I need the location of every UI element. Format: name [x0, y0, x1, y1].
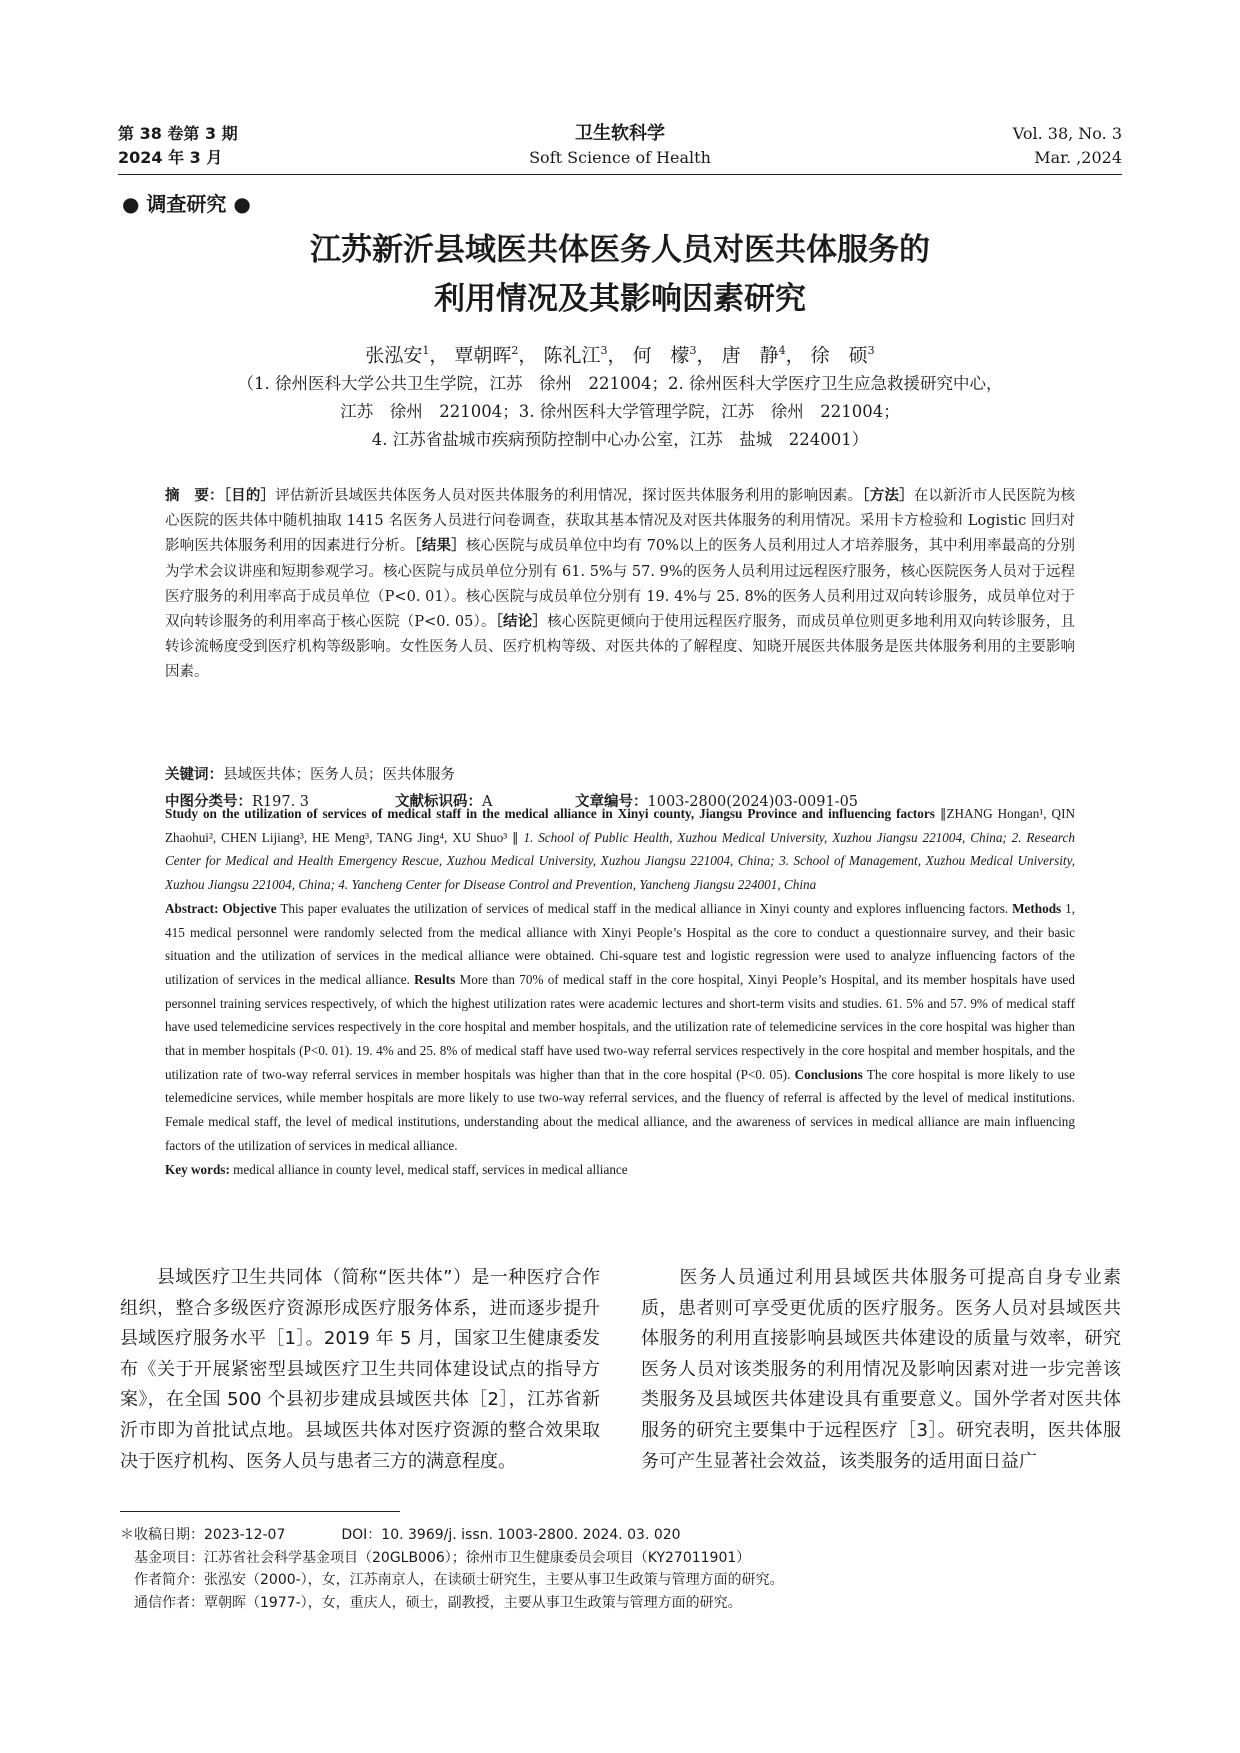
issue-date-en: Mar. ,2024	[1034, 148, 1122, 167]
abstract-cn	[165, 484, 1075, 686]
section-tag: ● 调查研究 ●	[122, 192, 251, 216]
en-results-text: More than 70% of medical staff in the core hospital, Xinyi People’s Hospital, and its member hospitals have used personnel training services respectively, of which the highest utilization rates were academic lectures and short-term visits and studies. 61. 5% and 57. 9% of medical staff have used telemedicine services respectively in the core hospital and member hospitals, and the utilization rate of telemedicine services in the core hospital was higher than that in member hospitals (P<0. 01). 19. 4% and 25. 8% of medical staff have used two-way referral services respectively in the core hospital and member hospitals, and the utilization rate of two-way referral services in member hospitals was higher than that in the core hospital (P<0. 05).	[165, 971, 1076, 1082]
journal-name	[118, 122, 1122, 170]
author-affil-index: 2	[511, 344, 519, 357]
volume-issue: 第 38 卷第 3 期	[118, 124, 238, 143]
title-line-2: 利用情况及其影响因素研究	[434, 281, 806, 317]
results-text: 核心医院与成员单位中均有 70%以上的医务人员利用过人才培养服务，其中利用率最高的分别为学术会议讲座和短期参观学习。核心医院与成员单位分别有 61. 5%与 57. 9%的医务人员利用过远程医疗服务，核心医院医务人员对于远程医疗服务的利用率高于成员单位（P<0. 01）。核心医院与成员单位分别有 19. 4%与 25. 8%的医务人员利用过双向转诊服务，成员单位对于双向转诊服务的利用率高于核心医院（P<0. 05）。	[165, 538, 1076, 631]
body-column-right: 医务人员通过利用县域医共体服务可提高自身专业素质，患者则可享受更优质的医疗服务。医务人员对县域医共体服务的利用直接影响县域医共体建设的质量与效率，研究医务人员对该类服务的利用情况及影响因素对进一步完善该类服务及县域医共体建设具有重要意义。国外学者对医共体服务的研究主要集中于远程医疗［3］。研究表明，医共体服务可产生显著社会效益，该类服务的适用面日益广	[641, 1267, 1121, 1472]
results-label: ［结果］	[414, 538, 466, 555]
keywords-cn	[165, 762, 1075, 789]
clc-label: 中图分类号：	[165, 794, 252, 810]
author-affil-index: 1	[422, 344, 430, 357]
en-conclusions-label: Conclusions	[794, 1066, 863, 1082]
article-id-label: 文章编号：	[575, 794, 648, 810]
footnote-funding: 基金项目：江苏省社会科学基金项目（20GLB006）；徐州市卫生健康委员会项目（KY27011901）	[120, 1549, 751, 1566]
author-name: 张泓安	[365, 344, 423, 367]
en-objective-text: This paper evaluates the utilization of services of medical staff in the medical alliance in Xinyi county and explores influencing factors.	[280, 900, 1009, 916]
volume-issue-en: Vol. 38, No. 3	[1012, 124, 1122, 143]
english-title: Study on the utilization of services of medical staff in the medical alliance in Xinyi county, Jiangsu Province and influencing factors	[165, 806, 935, 821]
en-methods-text: 1, 415 medical personnel were randomly selected from the medical alliance with Xinyi People’s Hospital as the core to conduct a questionnaire survey, and their basic situation and the utilization of services in the medical alliance were obtained. Chi-square test and logistic regression were used to analyze influencing factors of the utilization of services in the medical alliance.	[165, 900, 1076, 987]
conclusions-label: ［结论］	[495, 614, 548, 631]
conclusions-text: 核心医院更倾向于使用远程医疗服务，而成员单位则更多地利用双向转诊服务，且转诊流畅度受到医疗机构等级影响。女性医务人员、医疗机构等级、对医共体的了解程度、知晓开展医共体服务是医共体服务利用的主要影响因素。	[165, 614, 1076, 681]
english-abstract	[165, 897, 1075, 1158]
body-column-left: 县域医疗卫生共同体（简称“医共体”）是一种医疗合作组织，整合多级医疗资源形成医疗服务体系，进而逐步提升县域医疗服务水平［1］。2019 年 5 月，国家卫生健康委发布《关于开展紧密型县域医疗卫生共同体建设试点的指导方案》，在全国 500 个县初步建成县域医共体［2］，江苏省新沂市即为首批试点地。县域医共体对医疗资源的整合效果取决于医疗机构、医务人员与患者三方的满意程度。	[120, 1267, 600, 1472]
en-conclusions-text: The core hospital is more likely to use telemedicine services, while member hospitals are more likely to use two-way referral services, and the fluency of referral is affected by the level of medical institutions. Female medical staff, the level of medical institutions, understanding about the medical alliance, and the awareness of services in medical alliance are main influencing factors of the utilization of services in medical alliance.	[165, 1066, 1076, 1153]
en-keywords-label: Key words:	[165, 1161, 230, 1177]
footnote-author-bio: 作者简介：张泓安（2000-），女，江苏南京人，在读硕士研究生，主要从事卫生政策与管理方面的研究。	[120, 1572, 784, 1588]
objective-text: 评估新沂县域医共体医务人员对医共体服务的利用情况，探讨医共体服务利用的影响因素。	[275, 488, 863, 504]
header-rule	[118, 174, 1122, 175]
author-affil-index: 3	[600, 344, 608, 357]
journal-name-cn: 卫生软科学	[575, 123, 665, 144]
author-list: 张泓安$^1$， 覃朝晖$^2$， 陈礼江$^3$， 何 檬$^3$， 唐 静$^4$， 徐 硕$^3$	[365, 344, 875, 367]
methods-text: 在以新沂市人民医院为核心医院的医共体中随机抽取 1415 名医务人员进行问卷调查，获取其基本情况及对医共体服务的利用情况。采用卡方检验和 Logistic 回归对影响医共体服务利用的因素进行分析。	[165, 488, 1076, 555]
en-keywords-text: medical alliance in county level, medical staff, services in medical alliance	[233, 1161, 628, 1177]
footnote-received-doi: ＊收稿日期：2023-12-07 DOI：10. 3969/j. issn. 1003-2800. 2024. 03. 020	[120, 1527, 681, 1543]
title-line-1: 江苏新沂县域医共体医务人员对医共体服务的	[310, 232, 930, 268]
article-id: 1003-2800(2024)03-0091-05	[647, 794, 859, 810]
affiliation-line: 江苏 徐州 221004；3. 徐州医科大学管理学院，江苏 徐州 221004；	[340, 402, 900, 421]
author-name: 徐 硕	[810, 344, 868, 367]
keywords-label: 关键词：	[165, 767, 223, 783]
abstract-label: 摘 要：	[165, 488, 224, 504]
en-abstract-label: Abstract:	[165, 900, 219, 916]
clc-code: R197. 3	[252, 794, 310, 810]
author-name: 唐 静	[721, 344, 779, 367]
affiliation-line: （1. 徐州医科大学公共卫生学院，江苏 徐州 221004；2. 徐州医科大学医疗卫生应急救援研究中心，	[237, 374, 1003, 393]
issue-date: 2024 年 3 月	[118, 148, 223, 167]
issue-info-en	[1013, 122, 1122, 170]
footnote-rule	[120, 1511, 400, 1512]
author-name: 陈礼江	[543, 344, 601, 367]
methods-label: ［方法］	[862, 488, 914, 504]
article-title	[118, 226, 1122, 324]
english-affiliations: 1. School of Public Health, Xuzhou Medical University, Xuzhou Jiangsu 221004, China; 2. Research Center for Medical and Health Emergency Rescue, Xuzhou Medical University, Xuzhou Jiangsu 221004, China; 3. School of Management, Xuzhou Medical University, Xuzhou Jiangsu 221004, China; 4. Yancheng Center for Disease Control and Prevention, Yancheng Jiangsu 224001, China	[165, 829, 1075, 893]
doc-code: A	[482, 794, 493, 810]
author-name: 何 檬	[632, 344, 690, 367]
author-name: 覃朝晖	[454, 344, 512, 367]
author-affil-index: 4	[778, 344, 786, 357]
en-objective-label: Objective	[222, 900, 277, 916]
english-authors: ∥ZHANG Hongan¹, QIN Zhaohui², CHEN Lijiang³, HE Meng³, TANG Jing⁴, XU Shuo³ ∥	[165, 806, 1075, 845]
journal-name-en: Soft Science of Health	[529, 148, 711, 167]
en-methods-label: Methods	[1012, 900, 1062, 916]
footnotes	[120, 1524, 1120, 1614]
english-keywords	[165, 1158, 1075, 1182]
doc-code-label: 文献标识码：	[395, 794, 482, 810]
keywords-text: 县域医共体；医务人员；医共体服务	[223, 767, 455, 783]
en-results-label: Results	[414, 971, 456, 987]
english-title-authors	[165, 802, 1075, 897]
running-header	[118, 122, 1122, 172]
footnote-corresponding: 通信作者：覃朝晖（1977-），女，重庆人，硕士，副教授，主要从事卫生政策与管理方面的研究。	[120, 1594, 742, 1611]
objective-label: ［目的］	[223, 488, 276, 504]
affiliation-line: 4. 江苏省盐城市疾病预防控制中心办公室，江苏 盐城 224001）	[371, 430, 869, 449]
author-affil-index: 3	[689, 344, 697, 357]
author-affil-index: 3	[867, 344, 875, 357]
english-abstract-block	[165, 802, 1075, 1181]
affiliations	[118, 370, 1122, 454]
